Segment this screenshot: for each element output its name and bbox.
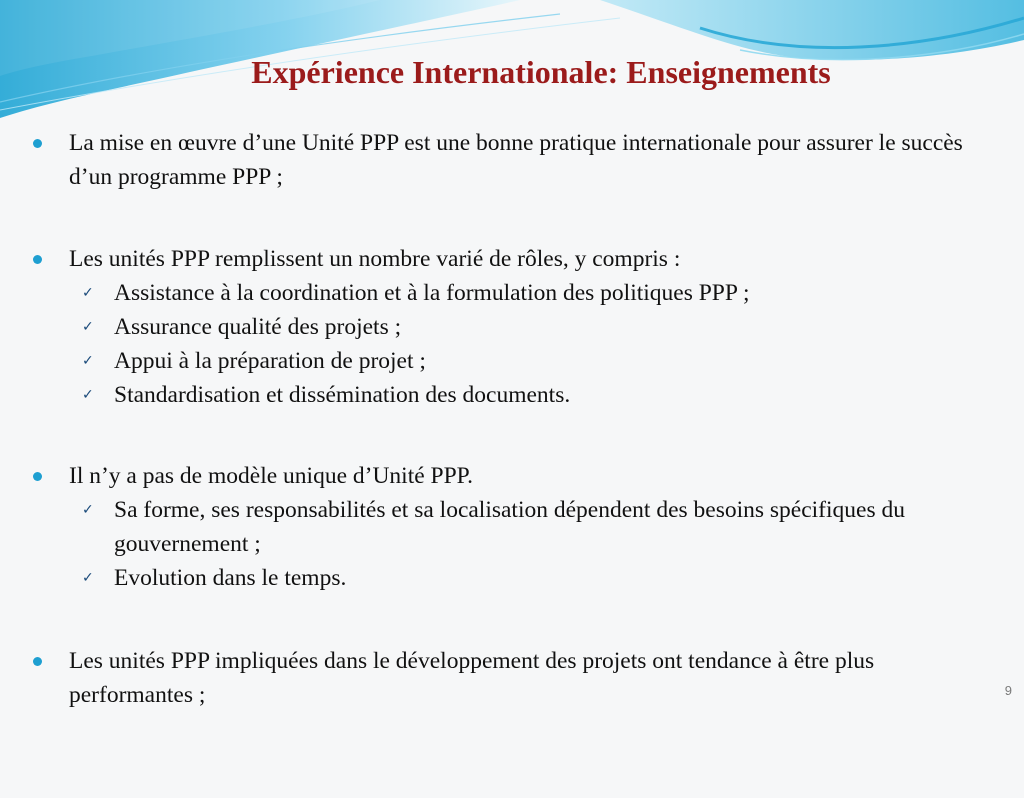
- sub-bullet-item: [0, 344, 1024, 378]
- bullet-text: Il n’y a pas de modèle unique d’Unité PPP.: [69, 463, 474, 489]
- sub-bullet-item: [0, 310, 1024, 344]
- bullet-dot-icon: [33, 472, 42, 481]
- sub-bullet-text: Assistance à la coordination et à la formulation des politiques PPP ;: [114, 280, 750, 306]
- bullet-group-1: [0, 126, 1024, 194]
- bullet-item: [0, 644, 1024, 712]
- check-icon: ✓: [82, 502, 94, 518]
- sub-bullet-item: [0, 561, 1024, 595]
- slide-title: Expérience Internationale: Enseignements: [251, 54, 831, 90]
- sub-bullet-item: [0, 493, 1024, 561]
- page-number: 9: [1004, 683, 1012, 698]
- sub-bullet-text: Assurance qualité des projets ;: [114, 314, 402, 340]
- sub-bullet-text: Evolution dans le temps.: [114, 565, 347, 591]
- bullet-dot-icon: [33, 657, 42, 666]
- check-icon: ✓: [82, 353, 94, 369]
- bullet-item: [0, 126, 1024, 194]
- bullet-dot-icon: [33, 139, 42, 148]
- bullet-text: La mise en œuvre d’une Unité PPP est une bonne pratique internationale pour assurer le succès d’un programme PPP ;: [69, 130, 963, 190]
- bullet-group-3: [0, 459, 1024, 595]
- bullet-text: Les unités PPP remplissent un nombre varié de rôles, y compris :: [69, 246, 681, 272]
- bullet-item: [0, 459, 1024, 493]
- bullet-group-2: [0, 242, 1024, 412]
- sub-bullet-text: Sa forme, ses responsabilités et sa localisation dépendent des besoins spécifiques du gouvernement ;: [114, 497, 905, 557]
- check-icon: ✓: [82, 570, 94, 586]
- check-icon: ✓: [82, 387, 94, 403]
- bullet-dot-icon: [33, 255, 42, 264]
- sub-bullet-item: [0, 276, 1024, 310]
- check-icon: ✓: [82, 319, 94, 335]
- bullet-text: Les unités PPP impliquées dans le développement des projets ont tendance à être plus performantes ;: [69, 648, 875, 708]
- sub-bullet-text: Appui à la préparation de projet ;: [114, 348, 426, 374]
- bullet-item: [0, 242, 1024, 276]
- sub-bullet-item: [0, 378, 1024, 412]
- sub-bullet-text: Standardisation et dissémination des documents.: [114, 382, 571, 408]
- bullet-group-4: [0, 644, 1024, 712]
- check-icon: ✓: [82, 285, 94, 301]
